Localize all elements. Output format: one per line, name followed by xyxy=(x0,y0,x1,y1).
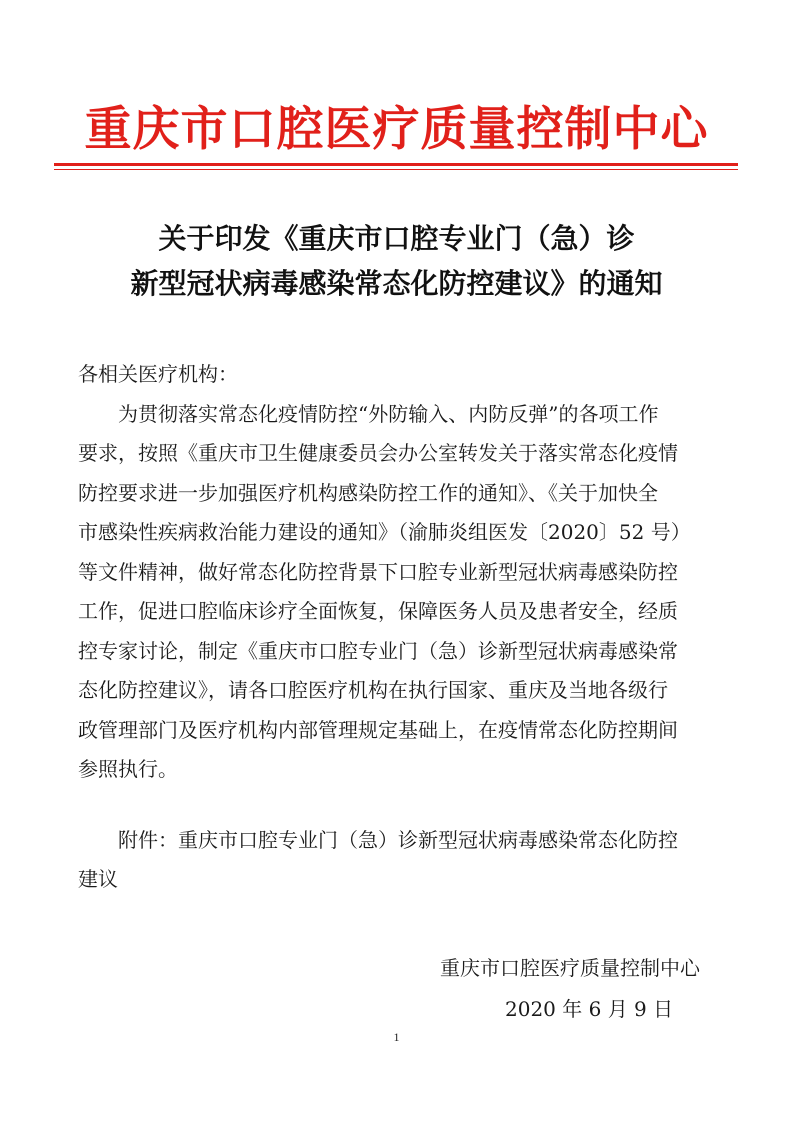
red-header-org-name: 重庆市口腔医疗质量控制中心 xyxy=(84,102,709,157)
page-number: 1 xyxy=(393,1030,400,1044)
document-title-line-2: 新型冠状病毒感染常态化防控建议》的通知 xyxy=(130,267,663,300)
signature-date: 2020 年 6 月 9 日 xyxy=(505,997,674,1021)
red-header-rule-thick xyxy=(54,163,738,166)
paragraph-line: 政管理部门及医疗机构内部管理规定基础上，在疫情常态化防控期间 xyxy=(78,718,678,742)
attachment-line: 附件：重庆市口腔专业门（急）诊新型冠状病毒感染常态化防控 xyxy=(118,828,678,852)
paragraph-line: 防控要求进一步加强医疗机构感染防控工作的通知》、《关于加快全 xyxy=(78,481,658,505)
paragraph-line: 为贯彻落实常态化疫情防控“外防输入、内防反弹”的各项工作 xyxy=(118,402,659,426)
paragraph-line: 控专家讨论，制定《重庆市口腔专业门（急）诊新型冠状病毒感染常 xyxy=(78,639,678,663)
paragraph-line: 参照执行。 xyxy=(78,757,178,781)
attachment-line: 建议 xyxy=(78,867,118,891)
paragraph-line: 市感染性疾病救治能力建设的通知》（渝肺炎组医发〔2020〕52 号） xyxy=(78,520,691,544)
paragraph-line: 态化防控建议》，请各口腔医疗机构在执行国家、重庆及当地各级行 xyxy=(78,678,668,702)
red-header-rule-thin xyxy=(54,169,738,170)
signature-org: 重庆市口腔医疗质量控制中心 xyxy=(440,956,700,980)
paragraph-line: 要求，按照《重庆市卫生健康委员会办公室转发关于落实常态化疫情 xyxy=(78,441,678,465)
paragraph-line: 等文件精神，做好常态化防控背景下口腔专业新型冠状病毒感染防控 xyxy=(78,560,678,584)
document-title-line-1: 关于印发《重庆市口腔专业门（急）诊 xyxy=(158,222,635,255)
salutation: 各相关医疗机构： xyxy=(78,362,238,386)
paragraph-line: 工作，促进口腔临床诊疗全面恢复，保障医务人员及患者安全，经质 xyxy=(78,599,678,623)
